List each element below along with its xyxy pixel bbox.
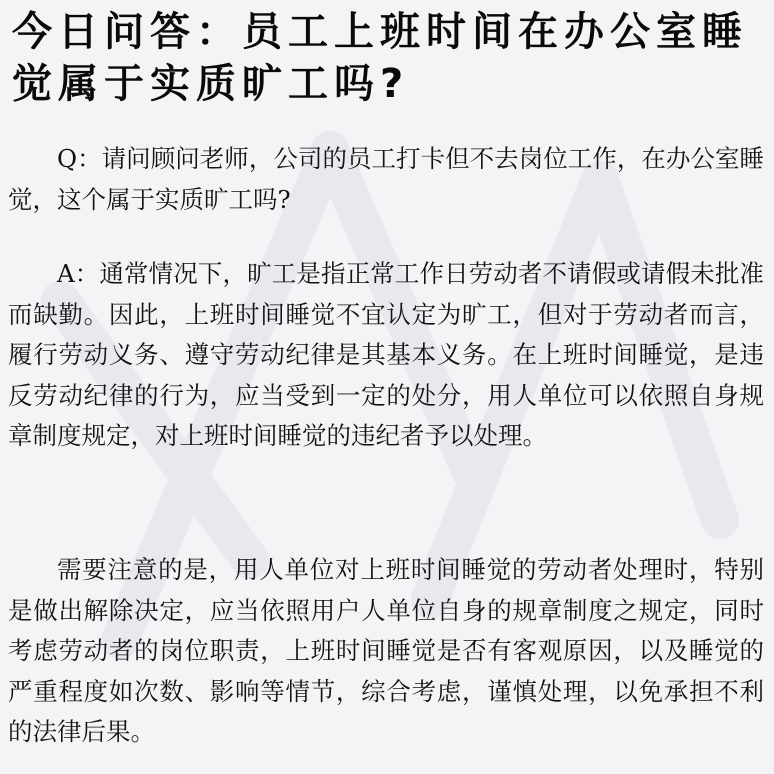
article-title: 今日问答：员工上班时间在办公室睡觉属于实质旷工吗? — [12, 9, 748, 107]
question-paragraph: Q：请问顾问老师，公司的员工打卡但不去岗位工作，在办公室睡觉，这个属于实质旷工吗? — [8, 144, 764, 214]
note-paragraph: 需要注意的是，用人单位对上班时间睡觉的劳动者处理时，特别是做出解除决定，应当依照用户人单位自身的规章制度之规定，同时考虑劳动者的岗位职责，上班时间睡觉是否有客观原因，以及睡觉的严重程度如次数、影响等情节，综合考虑，谨慎处理，以免承担不利的法律后果。 — [8, 555, 764, 746]
answer-paragraph: A：通常情况下，旷工是指正常工作日劳动者不请假或请假未批准而缺勤。因此，上班时间睡觉不宜认定为旷工，但对于劳动者而言，履行劳动义务、遵守劳动纪律是其基本义务。在上班时间睡觉，是违反劳动纪律的行为，应当受到一定的处分，用人单位可以依照自身规章制度规定，对上班时间睡觉的违纪者予以处理。 — [8, 259, 764, 450]
